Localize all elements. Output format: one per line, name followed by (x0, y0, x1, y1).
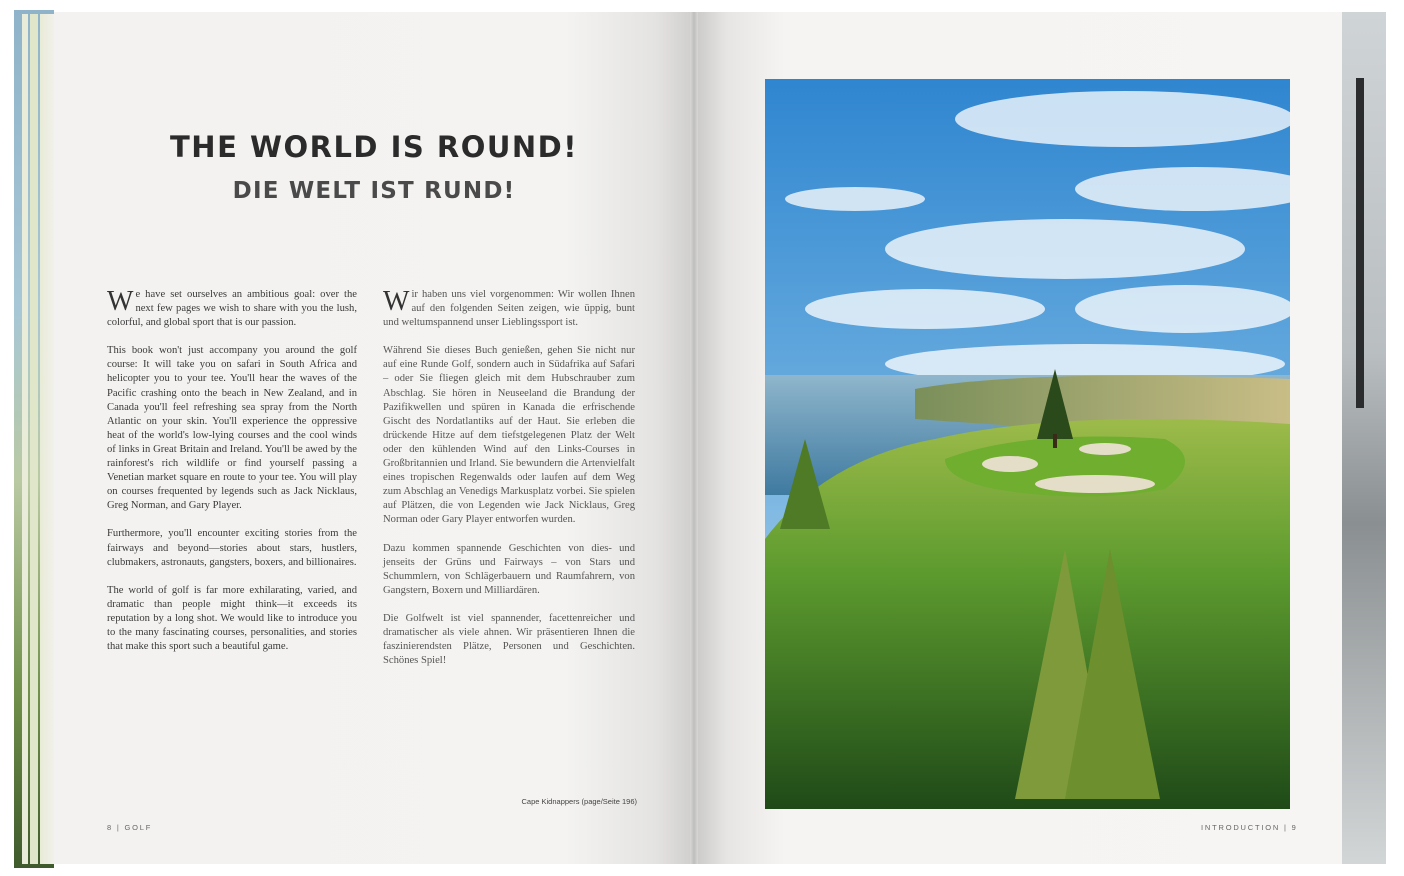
page-edge (22, 14, 28, 864)
german-text-column (383, 288, 635, 682)
drop-cap: W (383, 286, 410, 317)
paragraph-text: ir haben uns viel vorgenommen: Wir wollen Ihnen auf den folgenden Seiten zeigen, wie üppig, bunt und weltumspannend unser Lieblingssport ist. (383, 289, 635, 329)
paragraph-text: e have set ourselves an ambitious goal: over the next few pages we wish to share with you the lush, colorful, and global sport that is our passion. (107, 289, 357, 329)
german-paragraph-1 (383, 288, 635, 330)
english-paragraph-3: Furthermore, you'll encounter exciting stories from the fairways and beyond—stories about stars, hustlers, clubmakers, astronauts, gangsters, boxers, and billionaires. (107, 528, 357, 568)
left-folio: 8 | GOLF (107, 823, 153, 832)
page-edge (30, 14, 38, 864)
german-paragraph-3: Dazu kommen spannende Geschichten von dies- und jenseits der Grüns und Fairways – von Stars und Schummlern, von Schlägerbauern und Raumfahrern, von Gangstern, Boxern und Milliardären. (383, 542, 635, 596)
german-paragraph-2: Während Sie dieses Buch genießen, gehen Sie nicht nur auf eine Runde Golf, sondern auch in Südafrika auf Safari – oder Sie fliegen gleich mit dem Hubschrauber zum Abschlag. Sie hören in Neuseeland die Brandung der Pazifikwellen und spüren in Kanada die erfrischende Gischt des Nordatlantiks auf der Haut. Sie erleben die drückende Hitze auf dem tiefstgelegenen Platz der Welt oder den kühlenden Wind auf den Links-Courses in Großbritannien und Irland. Sie bewundern die Artenvielfalt eines tropischen Regenwalds oder laufen auf dem Weg zum Abschlag an Venedigs Markusplatz vorbei. Sie spielen auf Plätzen, die von Legenden wie Jack Nicklaus, Greg Norman oder Gary Player entworfen wurden. (383, 345, 635, 526)
english-paragraph-4: The world of golf is far more exhilarating, varied, and dramatic than people might think—it exceeds its reputation by a long shot. We would like to introduce you to the many fascinating courses, personalities, and stories that make this sport such a beautiful game. (107, 584, 357, 653)
german-paragraph-4: Die Golfwelt ist viel spannender, facettenreicher und dramatischer als viele ahnen. Wir präsentieren Ihnen die faszinierendsten Plätze, Personen und Geschichten. Schönes Spiel! (383, 612, 635, 667)
golf-course-photo (765, 79, 1290, 809)
photo-caption: Cape Kidnappers (page/Seite 196) (521, 797, 637, 806)
page-edge (40, 14, 54, 864)
right-folio: INTRODUCTION | 9 (1201, 823, 1298, 832)
right-cover-spine-mark (1356, 78, 1364, 408)
page-title: THE WORLD IS ROUND! (170, 130, 578, 164)
drop-cap: W (107, 286, 134, 317)
english-paragraph-1 (107, 288, 357, 330)
english-paragraph-2: This book won't just accompany you around the golf course: It will take you on safari in South Africa and helicopter you to your tee. You'll hear the waves of the Pacific crashing onto the beach in New Zealand, and in Canada you'll feel refreshing sea spray from the North Atlantic on your skin. You'll experience the oppressive heat of the world's low-lying courses and the cool winds of links in Great Britain and Ireland. You'll be awed by the rainforest's rich wildlife or find yourself passing a Venetian market square en route to your tee. You will play on courses frequented by legends such as Jack Nicklaus, Greg Norman, and Gary Player. (107, 345, 357, 512)
page-subtitle: DIE WELT IST RUND! (232, 178, 516, 204)
english-text-column (107, 288, 357, 668)
